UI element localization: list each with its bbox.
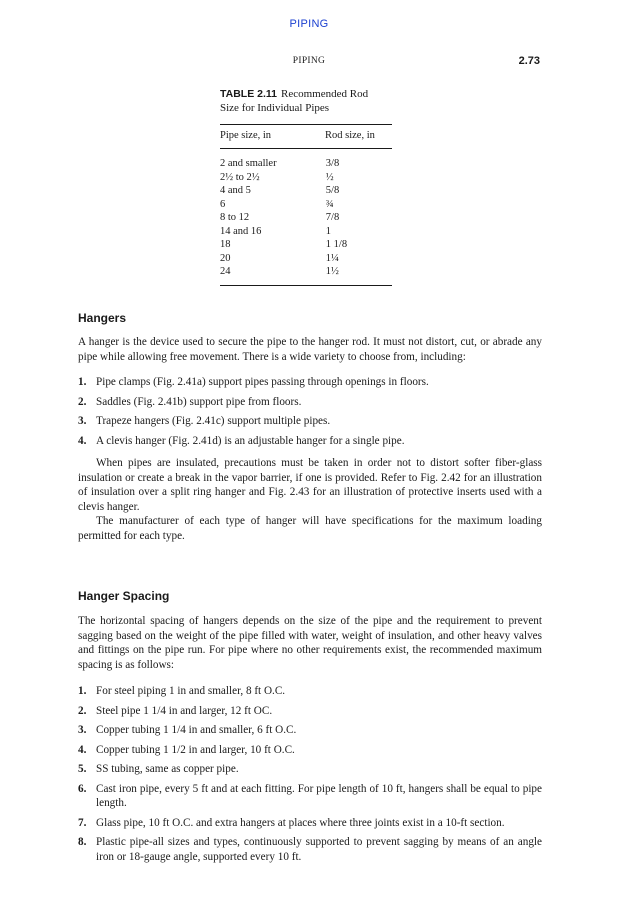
list-number: 3. — [78, 724, 87, 736]
pipe-size-cell: 4 and 5 — [220, 185, 251, 196]
hangers-intro: A hanger is the device used to secure the pipe to the hanger rod. It must not distort, cut, or abrade any pipe while allowing free movement. There is a wide variety to choose from, including: — [78, 336, 542, 363]
page-number: 2.73 — [518, 55, 540, 67]
table-row — [220, 157, 392, 171]
table-body — [220, 157, 392, 279]
list-number: 1. — [78, 685, 87, 697]
table-top-rule — [220, 124, 392, 125]
list-item — [78, 684, 542, 699]
list-number: 3. — [78, 415, 87, 427]
manufacturer-paragraph: The manufacturer of each type of hanger will have specifications for the maximum loading permitted for each type. — [78, 515, 542, 542]
rod-size-cell: ¾ — [325, 198, 334, 210]
table-number: TABLE 2.11 — [220, 88, 277, 100]
list-text: Glass pipe, 10 ft O.C. and extra hangers at places where three joints exist in a 10-ft section. — [96, 816, 505, 829]
list-text: For steel piping 1 in and smaller, 8 ft O.C. — [96, 685, 286, 697]
table-row — [220, 198, 392, 212]
pipe-size-cell: 14 and 16 — [220, 225, 262, 237]
pipe-size-cell: 24 — [220, 266, 231, 277]
list-number: 7. — [78, 816, 87, 829]
table-row — [220, 252, 392, 266]
table-header-rule — [220, 148, 392, 149]
rod-size-cell: 5/8 — [325, 185, 340, 196]
list-item — [78, 414, 542, 429]
hanger-types-list — [78, 375, 542, 448]
list-number: 2. — [78, 704, 87, 717]
spacing-list — [78, 684, 542, 864]
table-row — [220, 225, 392, 239]
list-item — [78, 704, 542, 719]
running-head: PIPING — [292, 56, 326, 66]
table-title-line1: Recommended Rod — [281, 88, 369, 100]
column-header-rod-size: Rod size, in — [325, 130, 375, 141]
table-row — [220, 238, 392, 252]
rod-size-cell: 1 1/8 — [325, 239, 348, 250]
list-text: Copper tubing 1 1/4 in and smaller, 6 ft O.C. — [96, 724, 297, 736]
pipe-size-cell: 2½ to 2½ — [220, 171, 260, 183]
list-text: Trapeze hangers (Fig. 2.41c) support multiple pipes. — [96, 415, 331, 427]
list-text: Saddles (Fig. 2.41b) support pipe from floors. — [96, 395, 302, 408]
list-item — [78, 816, 542, 831]
list-text: Cast iron pipe, every 5 ft and at each fitting. For pipe length of 10 ft, hangers shall be equal to pipe length. — [96, 782, 542, 809]
table-title-line2: Size for Individual Pipes — [220, 102, 330, 114]
list-item — [78, 835, 542, 864]
hanger-spacing-section — [78, 614, 542, 869]
rod-size-cell: ½ — [325, 171, 334, 183]
pipe-size-cell: 6 — [220, 198, 226, 210]
hanger-spacing-heading: Hanger Spacing — [78, 589, 170, 603]
list-text: Copper tubing 1 1/2 in and larger, 10 ft O.C. — [96, 743, 295, 756]
list-item — [78, 762, 542, 777]
pipe-size-cell: 18 — [220, 239, 231, 250]
list-text: Plastic pipe-all sizes and types, continuously supported to prevent sagging by means of an angle iron or 18-gauge angle, supported every 10 ft. — [96, 836, 542, 863]
list-text: Pipe clamps (Fig. 2.41a) support pipes passing through openings in floors. — [96, 376, 429, 388]
list-item — [78, 395, 542, 410]
rod-size-table — [220, 87, 392, 286]
rod-size-cell: 1½ — [325, 266, 339, 277]
list-number: 4. — [78, 743, 87, 756]
list-item — [78, 723, 542, 738]
table-row — [220, 265, 392, 279]
rod-size-cell: 1¼ — [325, 252, 339, 264]
table-header-row — [220, 130, 392, 141]
document-banner: PIPING — [289, 18, 329, 30]
hangers-section — [78, 335, 542, 543]
pipe-size-cell: 20 — [220, 252, 231, 264]
list-text: SS tubing, same as copper pipe. — [96, 763, 239, 775]
list-item — [78, 743, 542, 758]
pipe-size-cell: 8 to 12 — [220, 212, 250, 223]
hangers-heading: Hangers — [78, 311, 127, 325]
table-bottom-rule — [220, 285, 392, 286]
table-row — [220, 184, 392, 198]
list-number: 4. — [78, 434, 87, 447]
table-row — [220, 171, 392, 185]
pipe-size-cell: 2 and smaller — [220, 158, 277, 169]
rod-size-cell: 3/8 — [325, 158, 340, 169]
list-text: A clevis hanger (Fig. 2.41d) is an adjustable hanger for a single pipe. — [96, 434, 405, 447]
list-number: 1. — [78, 376, 87, 388]
table-caption — [220, 87, 392, 115]
list-item — [78, 434, 542, 449]
list-number: 2. — [78, 395, 87, 408]
table-row — [220, 211, 392, 225]
list-number: 6. — [78, 782, 87, 795]
insulation-paragraph: When pipes are insulated, precautions must be taken in order not to distort softer fiber-glass insulation or create a break in the vapor barrier, if one is provided. Refer to Fig. 2.42 for an illustration of insulation over a split ring hanger and Fig. 2.43 for an illustration of protective inserts used with a clevis hanger. — [78, 457, 542, 513]
list-number: 5. — [78, 763, 87, 775]
list-text: Steel pipe 1 1/4 in and larger, 12 ft OC. — [96, 704, 273, 717]
list-number: 8. — [78, 836, 87, 848]
list-item — [78, 375, 542, 390]
rod-size-cell: 7/8 — [325, 212, 340, 223]
column-header-pipe-size: Pipe size, in — [220, 130, 272, 141]
list-item — [78, 782, 542, 811]
spacing-intro: The horizontal spacing of hangers depends on the size of the pipe and the requirement to prevent sagging based on the weight of the pipe filled with water, weight of insulation, and other heavy valves and fittings on the pipe run. For pipe where no other requirements exist, the recommended maximum spacing is as follows: — [78, 615, 542, 671]
rod-size-cell: 1 — [325, 225, 332, 237]
